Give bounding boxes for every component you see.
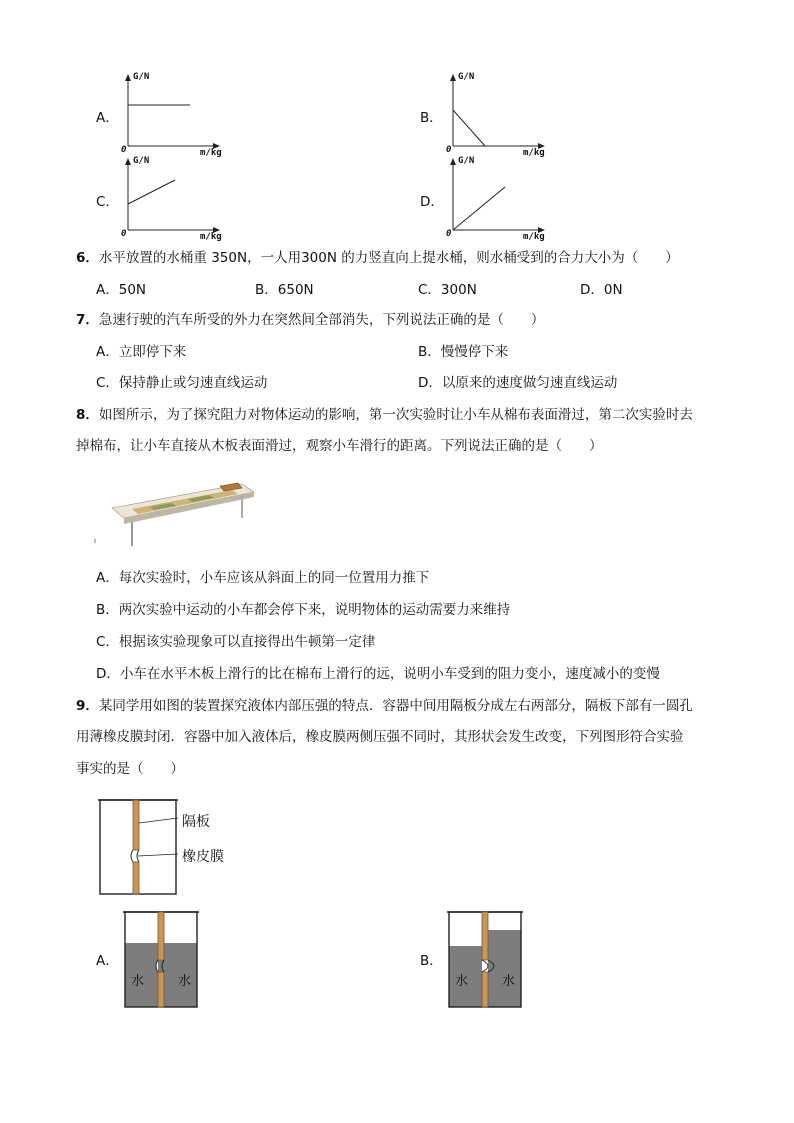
option-a-left-water: 水 <box>131 974 145 989</box>
graph-d-origin: 0 <box>446 229 452 239</box>
question-6-option-a: A．50N <box>96 282 147 298</box>
question-6-stem <box>76 248 679 268</box>
question-9-option-b-diagram <box>446 908 524 1010</box>
option-b-left-water: 水 <box>455 974 469 989</box>
question-9-stem-line2: 用薄橡皮膜封闭．容器中加入液体后，橡皮膜两侧压强不同时，其形状会发生改变，下列图形符合实验 <box>76 729 684 745</box>
graph-d-line <box>453 187 505 230</box>
graph-option-d-letter: D． <box>420 194 444 210</box>
graph-a-origin: 0 <box>121 145 127 155</box>
graph-option-a <box>120 74 220 158</box>
graph-d-x-label: m/kg <box>523 232 545 242</box>
question-9-option-b-letter: B． <box>420 953 443 969</box>
question-7-option-b: B．慢慢停下来 <box>418 344 509 360</box>
graph-option-c-letter: C． <box>96 194 119 210</box>
question-8-number: 8． <box>76 407 99 423</box>
question-7-text: 急速行驶的汽车所受的外力在突然间全部消失，下列说法正确的是（ ） <box>98 312 545 328</box>
question-7-option-c: C．保持静止或匀速直线运动 <box>96 375 268 391</box>
question-6-number: 6． <box>76 250 99 266</box>
graph-b-y-label: G/N <box>458 72 475 82</box>
question-6-text: 水平放置的水桶重 350N，一人用300N 的力竖直向上提水桶，则水桶受到的合力大小为（ ） <box>98 250 679 266</box>
question-6-option-b: B．650N <box>255 282 314 298</box>
question-9-text-line1: 某同学用如图的装置探究液体内部压强的特点．容器中间用隔板分成左右两部分，隔板下部有一圆孔 <box>98 698 693 714</box>
question-9-stem-line3: 事实的是（ ） <box>76 761 184 777</box>
graph-option-d <box>445 158 545 242</box>
graph-b-line <box>453 110 485 146</box>
graph-b-x-label: m/kg <box>523 148 545 158</box>
question-7-option-a: A．立即停下来 <box>96 344 187 360</box>
question-8-stem-line2: 掉棉布，让小车直接从木板表面滑过，观察小车滑行的距离。下列说法正确的是（ ） <box>76 438 603 454</box>
graph-option-a-letter: A． <box>96 110 119 126</box>
membrane-label: 橡皮膜 <box>182 849 224 865</box>
question-7-option-d: D．以原来的速度做匀速直线运动 <box>418 375 618 391</box>
option-b-right-water: 水 <box>502 974 516 989</box>
question-9-option-a-diagram <box>122 908 200 1010</box>
graph-option-b <box>445 74 545 158</box>
ramp-board-illustration <box>92 478 272 550</box>
graph-c-y-label: G/N <box>133 156 150 166</box>
question-9-stem-line1 <box>76 696 693 716</box>
question-8-option-b: B．两次实验中运动的小车都会停下来，说明物体的运动需要力来维持 <box>96 602 511 618</box>
question-7-stem <box>76 310 544 330</box>
graph-c-line <box>128 180 175 204</box>
container-diagram <box>96 796 186 898</box>
graph-option-c <box>120 158 220 242</box>
partition-label: 隔板 <box>182 814 210 830</box>
graph-option-b-letter: B． <box>420 110 443 126</box>
question-6-option-d: D．0N <box>580 282 623 298</box>
question-8-stem-line1 <box>76 405 693 425</box>
question-8-option-a: A．每次实验时，小车应该从斜面上的同一位置用力推下 <box>96 570 430 586</box>
graph-c-origin: 0 <box>121 229 127 239</box>
graph-d-y-label: G/N <box>458 156 475 166</box>
graph-a-y-label: G/N <box>133 72 150 82</box>
question-8-option-c: C．根据该实验现象可以直接得出牛顿第一定律 <box>96 634 376 650</box>
question-9-number: 9． <box>76 698 99 714</box>
question-7-number: 7． <box>76 312 99 328</box>
question-9-option-a-letter: A． <box>96 953 119 969</box>
question-8-text-line1: 如图所示，为了探究阻力对物体运动的影响，第一次实验时让小车从棉布表面滑过，第二次实验时去 <box>98 407 693 423</box>
question-6-option-c: C．300N <box>418 282 477 298</box>
graph-a-x-label: m/kg <box>200 148 222 158</box>
graph-c-x-label: m/kg <box>200 232 222 242</box>
option-a-right-water: 水 <box>178 974 192 989</box>
graph-b-origin: 0 <box>446 145 452 155</box>
question-8-option-d: D．小车在水平木板上滑行的比在棉布上滑行的远，说明小车受到的阻力变小，速度减小的变慢 <box>96 666 660 682</box>
